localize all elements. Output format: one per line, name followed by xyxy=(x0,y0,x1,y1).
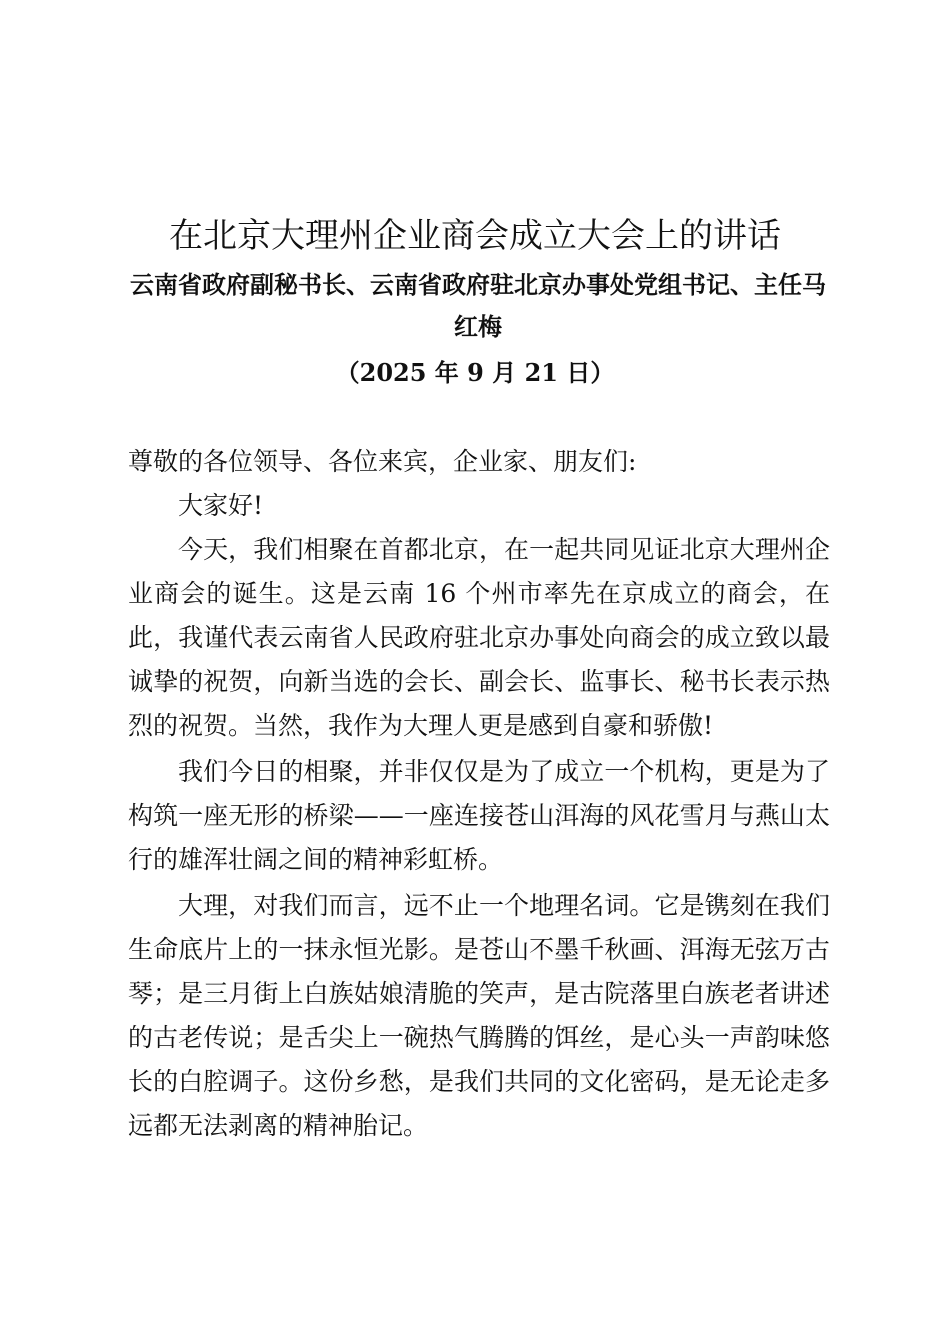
greeting: 大家好! xyxy=(178,491,264,520)
paragraph-3: 大理，对我们而言，远不止一个地理名词。它是镌刻在我们生命底片上的一抹永恒光影。是苍山不墨千秋画、洱海无弦万古琴；是三月街上白族姑娘清脆的笑声，是古院落里白族老者讲述的古老传说；是舌尖上一碗热气腾腾的饵丝，是心头一声韵味悠长的白腔调子。这份乡愁，是我们共同的文化密码，是无论走多远都无法剥离的精神胎记。 xyxy=(128,891,830,1140)
speech-title: 在北京大理州企业商会成立大会上的讲话 xyxy=(169,216,781,256)
speech-date: （2025 年 9 月 21 日） xyxy=(335,358,615,387)
paragraph-2: 我们今日的相聚，并非仅仅是为了成立一个机构，更是为了构筑一座无形的桥梁——一座连接苍山洱海的风花雪月与燕山太行的雄浑壮阔之间的精神彩虹桥。 xyxy=(128,757,830,874)
speaker-line: 云南省政府副秘书长、云南省政府驻北京办事处党组书记、主任马红梅 xyxy=(130,270,826,341)
salutation: 尊敬的各位领导、各位来宾，企业家、朋友们: xyxy=(128,447,637,476)
speech-body xyxy=(128,440,830,1148)
paragraph-1: 今天，我们相聚在首都北京，在一起共同见证北京大理州企业商会的诞生。这是云南 16 个州市率先在京成立的商会，在此，我谨代表云南省人民政府驻北京办事处向商会的成立致以最诚挚的祝贺，向新当选的会长、副会长、监事长、秘书长表示热烈的祝贺。当然，我作为大理人更是感到自豪和骄傲! xyxy=(128,535,830,740)
